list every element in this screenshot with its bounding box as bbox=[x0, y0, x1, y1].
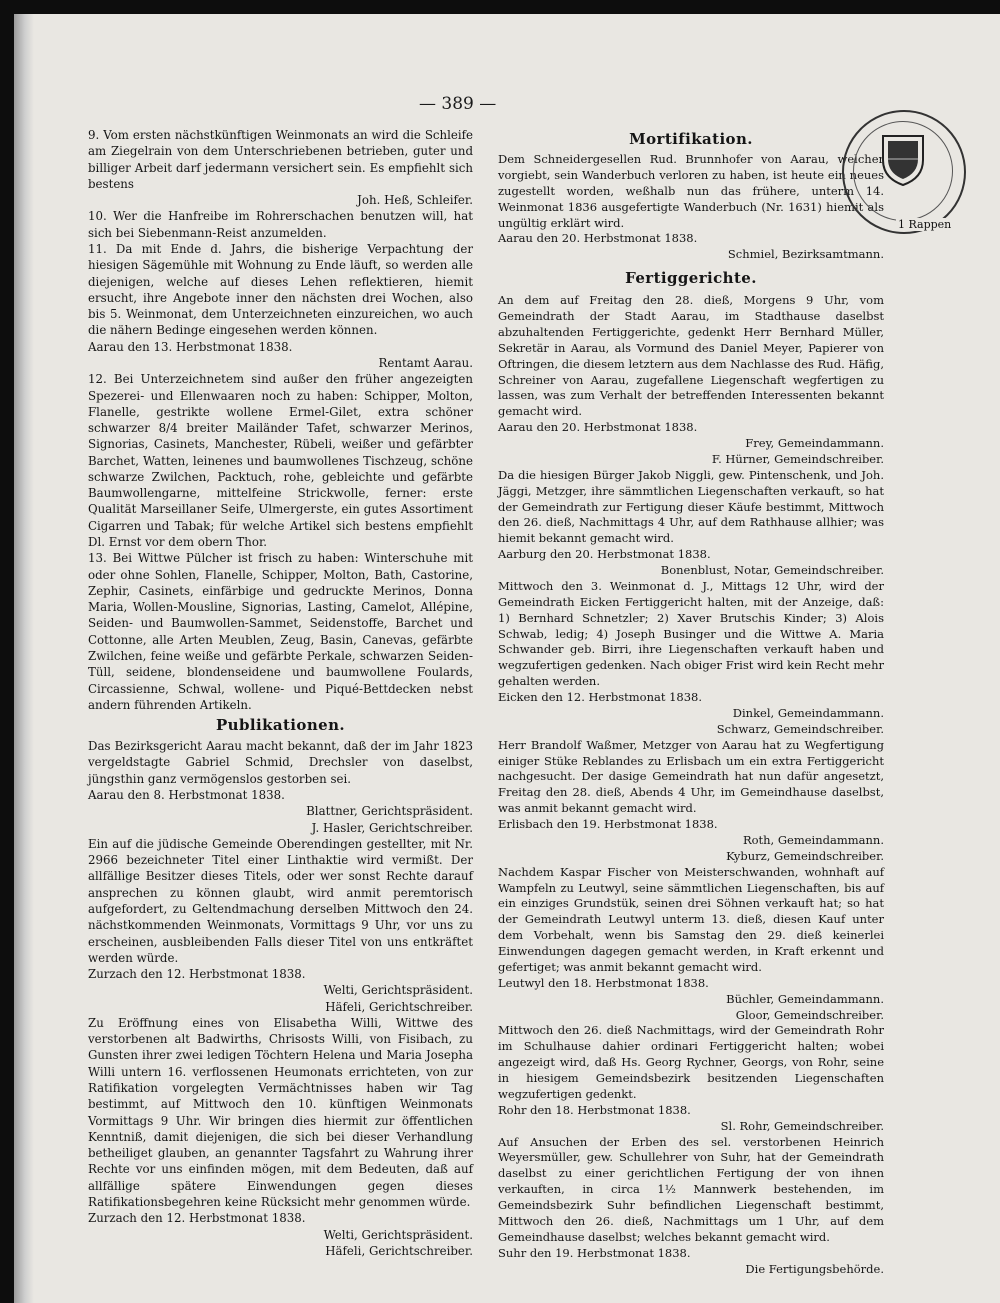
signature-line: Roth, Gemeindammann. bbox=[742, 832, 884, 847]
paragraph: Mittwoch den 3. Weinmonat d. J., Mittags 12 Uhr, wird der Gemeindrath Eicken Fertiggericht halten, mit der Anzeige, daß: 1) Bernhard Schnetzler; 2) Xaver Brutschis Kinder; 3) Alois Schwab, ledig; 4) Joseph Businger und die Wittwe A. Maria Schwander geb. Birri, ihre Liegenschaften verkauft haben und wegzufertigen gedenken. Nach obiger Frist wird kein Recht mehr gehalten werden. bbox=[498, 578, 884, 689]
signature-line: Die Fertigungsbehörde. bbox=[745, 1261, 884, 1276]
paragraph: Aarau den 13. Herbstmonat 1838. bbox=[88, 339, 293, 354]
signature-line: Joh. Heß, Schleifer. bbox=[357, 193, 473, 208]
paragraph: Das Bezirksgericht Aarau macht bekannt, daß der im Jahr 1823 vergeldstagte Gabriel Schmid, Drechsler von daselbst, jüngsthin ganz vermögenslos gestorben sei. bbox=[88, 739, 473, 786]
signature-line: Schwarz, Gemeindschreiber. bbox=[716, 721, 884, 736]
signature-line: Häfeli, Gerichtschreiber. bbox=[325, 1243, 473, 1258]
paragraph: Auf Ansuchen der Erben des sel. verstorbenen Heinrich Weyersmüller, gew. Schullehrer von Suhr, hat der Gemeindrath daselbst zu einer gerichtlichen Fertigung der von ihnen verkauften, in circa 1½ Mannwerk bestehenden, im Gemeindsbezirk Suhr befindlichen Liegenschaft bestimmt, Mittwoch den 26. dieß, Nachmittags um 1 Uhr, auf dem Gemeindhause daselbst; welches bekannt gemacht wird. bbox=[498, 1134, 884, 1244]
signature-line: Welti, Gerichtspräsident. bbox=[323, 983, 473, 998]
binding-spine bbox=[14, 14, 34, 1303]
paragraph: Aarau den 20. Herbstmonat 1838. bbox=[498, 420, 698, 435]
paragraph: Ein auf die jüdische Gemeinde Oberendingen gestellter, mit Nr. 2966 bezeichneter Titel einer Linthaktie wird vermißt. Der allfällige Besitzer dieses Titels, oder wer sonst Rechte darauf ansprechen zu können glaubt, wird anmit peremtorisch aufgefordert, zu Geltendmachung derselben Mittwoch den 24. nächstkommenden Weinmonats, Vormittags 9 Uhr, vor uns zu erscheinen, ausbleibenden Falls dieser Titel von uns entkräftet werden würde. bbox=[88, 836, 473, 965]
signature-line: Frey, Gemeindammann. bbox=[745, 436, 884, 450]
shield-icon bbox=[880, 132, 926, 188]
signature-line: Schmiel, Bezirksamtmann. bbox=[727, 247, 884, 262]
signature-line: F. Hürner, Gemeindschreiber. bbox=[711, 451, 884, 466]
signature-line: Welti, Gerichtspräsident. bbox=[323, 1227, 473, 1242]
signature-line: Kyburz, Gemeindschreiber. bbox=[726, 848, 884, 863]
paragraph: Dem Schneidergesellen Rud. Brunnhofer von Aarau, welcher vorgiebt, sein Wanderbuch verloren zu haben, ist heute ein neues zugestellt worden, weßhalb nun das frühere, unterm 14. Weinmonat 1836 ausgefertigte Wanderbuch (Nr. 1631) hiemit als ungültig erklärt wird. bbox=[498, 152, 884, 230]
paragraph: Rohr den 18. Herbstmonat 1838. bbox=[498, 1102, 691, 1117]
postage-stamp-seal bbox=[842, 110, 966, 234]
signature-line: Sl. Rohr, Gemeindschreiber. bbox=[720, 1118, 884, 1133]
paragraph: Zurzach den 12. Herbstmonat 1838. bbox=[88, 967, 306, 982]
signature-line: Blattner, Gerichtspräsident. bbox=[306, 804, 473, 819]
paragraph: Nachdem Kaspar Fischer von Meisterschwanden, wohnhaft auf Wampfeln zu Leutwyl, seine sämmtlichen Liegenschaften, bis auf ein einziges Grundstük, seinen drei Söhnen verkauft hat; so hat der Gemeindrath Leutwyl unterm 13. dieß, diesen Kauf unter dem Vorbehalt, wenn bis Samstag den 29. dieß keinerlei Einwendungen dagegen gemacht werden, in Kraft erkennt und gefertiget; was anmit bekannt gemacht wird. bbox=[498, 864, 884, 974]
paragraph: 13. Bei Wittwe Pülcher ist frisch zu haben: Winterschuhe mit oder ohne Sohlen, Flanelle, Schipper, Molton, Bath, Castorine, Zephir, Casinets, einfärbige und gedruckte Merinos, Donna Maria, Wollen-Mousline, Signorias, Lasting, Camelot, Allépine, Seiden- und Baumwollen-Sammet, Seidenstoffe, Barchet und Cottonne, alle Arten Meublen, Zeug, Basin, Canevas, gefärbte Zwilchen, feine weiße und gefärbte Perkale, schwarzen Seiden-Tüll, seidene, blondenseidene und baumwollene Foulards, Circassienne, Schwal, wollene- und Piqué-Bettdecken nebst andern führenden Artikeln. bbox=[88, 551, 473, 712]
paragraph: 12. Bei Unterzeichnetem sind außer den früher angezeigten Spezerei- und Ellenwaaren noch zu haben: Schipper, Molton, Flanelle, gestrikte wollene Ermel-Gilet, extra schöner schwarzer 8/4 breiter Mailänder Tafet, schwarzer Merinos, Signorias, Casinets, Manchester, Rübeli, weißer und gefärbter Barchet, Watten, leinenes und baumwollenes Tischzeug, schöne schwarze Zwilchen, Packtuch, rohe, gebleichte und gefärbte Baumwollengarne, mittelfeine Strickwolle, ferner: erste Qualität Marseillaner Seife, Ulmergerste, ein gutes Assortiment Cigarren und Tabak; für welche Artikel sich bestens empfiehlt Dl. Ernst vor dem obern Thor. bbox=[88, 372, 473, 550]
right-column bbox=[498, 127, 884, 1277]
paragraph: Suhr den 19. Herbstmonat 1838. bbox=[498, 1245, 691, 1260]
section-heading: Publikationen. bbox=[216, 716, 345, 735]
section-heading: Fertiggerichte. bbox=[625, 269, 757, 288]
signature-line: Dinkel, Gemeindammann. bbox=[732, 705, 884, 720]
paragraph: An dem auf Freitag den 28. dieß, Morgens 9 Uhr, vom Gemeindrath der Stadt Aarau, im Stadthause daselbst abzuhaltenden Fertiggerichte, gedenkt Herr Bernhard Müller, Sekretär in Aarau, als Vormund des Daniel Meyer, Papierer von Oftringen, die diesem letztern aus dem Nachlasse des Rud. Häfig, Schreiner von Aarau, zugefallene Liegenschaft wegfertigen zu lassen, was zum Verhalt der betreffenden Interessenten bekannt gemacht wird. bbox=[498, 293, 884, 419]
left-column bbox=[88, 127, 473, 1259]
stamp-value: 1 Rappen bbox=[898, 218, 952, 231]
paragraph: Mittwoch den 26. dieß Nachmittags, wird der Gemeindrath Rohr im Schulhause dahier ordinari Fertiggericht halten; wobei angezeigt wird, daß Hs. Georg Rychner, Georgs, von Rohr, seine in hiesigem Gemeindsbezirk besitzenden Liegenschaften wegzufertigen gedenkt. bbox=[498, 1023, 884, 1101]
signature-line: J. Hasler, Gerichtschreiber. bbox=[311, 820, 473, 835]
section-heading: Mortifikation. bbox=[629, 130, 753, 148]
paragraph: 9. Vom ersten nächstkünftigen Weinmonats an wird die Schleife am Ziegelrain von dem Unterschriebenen betrieben, guter und billiger Arbeit darf jedermann versichert sein. Es empfiehlt sich bestens bbox=[88, 128, 473, 191]
paragraph: 10. Wer die Hanfreibe im Rohrerschachen benutzen will, hat sich bei Siebenmann-Reist anzumelden. bbox=[88, 209, 473, 240]
paragraph: Herr Brandolf Waßmer, Metzger von Aarau hat zu Wegfertigung einiger Stüke Reblandes zu Erlisbach um ein extra Fertiggericht nachgesucht. Der dasige Gemeindrath hat nun dafür angesetzt, Freitag den 28. dieß, Abends 4 Uhr, im Gemeindhause daselbst, was anmit bekannt gemacht wird. bbox=[498, 737, 884, 816]
signature-line: Büchler, Gemeindammann. bbox=[726, 991, 884, 1006]
signature-line: Rentamt Aarau. bbox=[378, 355, 473, 370]
newspaper-page bbox=[14, 14, 1000, 1303]
signature-line: Gloor, Gemeindschreiber. bbox=[735, 1007, 884, 1022]
paragraph: Eicken den 12. Herbstmonat 1838. bbox=[498, 690, 703, 704]
page-number: — 389 — bbox=[419, 94, 497, 114]
paragraph: Erlisbach den 19. Herbstmonat 1838. bbox=[498, 817, 718, 831]
signature-line: Häfeli, Gerichtschreiber. bbox=[325, 999, 473, 1014]
paragraph: Zu Eröffnung eines von Elisabetha Willi, Wittwe des verstorbenen alt Badwirths, Chrisosts Willi, von Fisibach, zu Gunsten ihrer zwei ledigen Töchtern Helena und Maria Josepha Willi untern 16. verflossenen Heumonats errichteten, von zur Ratifikation vorgelegten Vermächtnisses haben wir Tag bestimmt, auf Mittwoch den 10. künftigen Weinmonats Vormittags 9 Uhr. Wir bringen dies hiermit zur öffentlichen Kenntniß, damit diejenigen, die sich bei dieser Verhandlung betheiliget glauben, an genannter Tagsfahrt zu Wahrung ihrer Rechte vor uns einfinden mögen, mit dem Bedeuten, daß auf allfällige spätere Einwendungen gegen dieses Ratifikationsbegehren keine Rücksicht mehr genommen würde. bbox=[88, 1015, 473, 1209]
signature-line: Bonenblust, Notar, Gemeindschreiber. bbox=[660, 563, 884, 577]
paragraph: Aarau den 8. Herbstmonat 1838. bbox=[88, 787, 285, 802]
paragraph: Zurzach den 12. Herbstmonat 1838. bbox=[88, 1211, 306, 1226]
paragraph: Aarburg den 20. Herbstmonat 1838. bbox=[498, 547, 711, 562]
paragraph: Da die hiesigen Bürger Jakob Niggli, gew. Pintenschenk, und Joh. Jäggi, Metzger, ihre sämmtlichen Liegenschaften verkauft, so hat der Gemeindrath zur Fertigung dieser Käufe bestimmt, Mittwoch den 26. dieß, Nachmittags 4 Uhr, auf dem Rathhause allhier; was hiemit bekannt gemacht wird. bbox=[498, 467, 884, 546]
paragraph: 11. Da mit Ende d. Jahrs, die bisherige Verpachtung der hiesigen Sägemühle mit Wohnung zu Ende läuft, so werden alle diejenigen, welche auf dieses Lehen reflektieren, hiemit ersucht, ihre Angebote inner den nächsten drei Wochen, also bis 5. Weinmonat, dem Unterzeichneten einzureichen, wo auch die nähern Bedinge eingesehen werden können. bbox=[88, 241, 473, 338]
paragraph: Leutwyl den 18. Herbstmonat 1838. bbox=[498, 975, 709, 990]
paragraph: Aarau den 20. Herbstmonat 1838. bbox=[498, 231, 698, 246]
